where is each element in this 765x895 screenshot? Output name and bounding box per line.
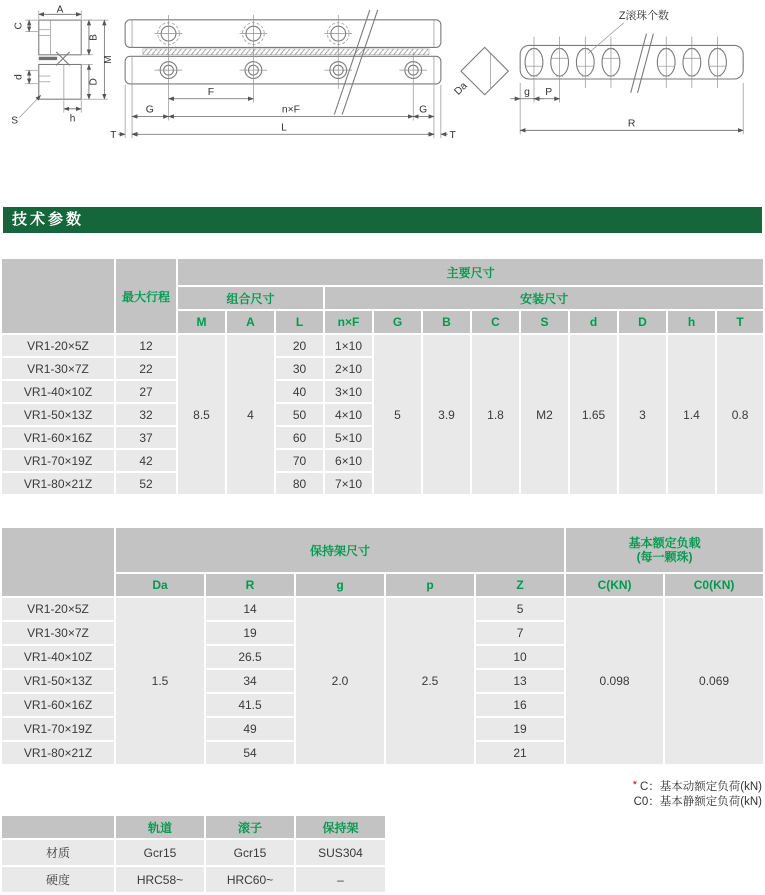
ball [657, 37, 675, 88]
value-cell: 27 [116, 381, 176, 402]
value-cell: 70 [276, 450, 323, 471]
group-header-mounting-dims: 安装尺寸 [325, 287, 763, 309]
value-cell-g: 2.0 [296, 598, 384, 764]
footnote-line1 [633, 780, 762, 795]
value-cell: 32 [116, 404, 176, 425]
dim-label-R: R [627, 118, 636, 130]
dim-label-B: B [88, 34, 100, 41]
model-cell: VR1-60×16Z [2, 694, 114, 716]
col-header: C0(KN) [665, 574, 763, 596]
mounting-hole [240, 15, 268, 52]
mounting-hole [324, 15, 352, 52]
model-header-cell [2, 528, 114, 596]
load-rating-line2: (每一颗珠) [636, 550, 693, 564]
model-cell: VR1-70×19Z [2, 450, 114, 471]
main-dimensions-table [0, 257, 765, 496]
table-row [2, 816, 385, 838]
dim-label-T-right: T [449, 130, 456, 142]
value-cell: 30 [276, 358, 323, 379]
footnote-text-1: C：基本动额定负荷(kN) [639, 781, 762, 793]
value-cell: 37 [116, 427, 176, 448]
value-cell-S: M2 [521, 335, 568, 494]
value-cell-T: 0.8 [717, 335, 763, 494]
dim-label-L: L [281, 122, 287, 134]
section-title-bar [3, 207, 762, 233]
col-header: Da [116, 574, 204, 596]
callout-leader [588, 23, 624, 54]
table-row [2, 840, 385, 865]
value-cell: 10 [476, 646, 564, 668]
value-cell-C: 0.098 [566, 598, 663, 764]
ball [576, 37, 594, 88]
dim-label-T-left: T [110, 130, 117, 142]
col-header: p [386, 574, 474, 596]
col-header: M [178, 311, 225, 333]
value-cell-p: 2.5 [386, 598, 474, 764]
table-row [2, 598, 763, 620]
value-cell-A: 4 [227, 335, 274, 494]
ball-cage-strip [143, 49, 429, 55]
value-cell: 41.5 [206, 694, 294, 716]
table-row [2, 335, 763, 356]
col-header: g [296, 574, 384, 596]
dim-label-G-right: G [419, 104, 428, 116]
ball [525, 37, 543, 88]
ball-count-callout: Z滚珠个数 [618, 9, 669, 22]
ball [709, 37, 727, 88]
value-cell: 3×10 [325, 381, 372, 402]
dim-label-F: F [207, 86, 215, 98]
value-cell: 19 [476, 718, 564, 740]
value-cell: 5×10 [325, 427, 372, 448]
cage-load-table [0, 526, 765, 766]
ball [683, 37, 701, 88]
load-rating-footnote [633, 780, 762, 810]
value-cell: 12 [116, 335, 176, 356]
load-rating-line1: 基本额定负载 [628, 536, 701, 550]
value-cell: 2×10 [325, 358, 372, 379]
value-cell-h: 1.4 [668, 335, 715, 494]
value-cell: 7 [476, 622, 564, 644]
value-cell-Da: 1.5 [116, 598, 204, 764]
dim-label-A: A [56, 4, 64, 16]
value-cell: 7×10 [325, 473, 372, 494]
col-header-cage: 保持架 [296, 816, 385, 838]
dim-label-M: M [103, 55, 114, 64]
col-header: C(KN) [566, 574, 663, 596]
dim-label-P: P [545, 86, 553, 98]
model-cell: VR1-80×21Z [2, 473, 114, 494]
model-cell: VR1-60×16Z [2, 427, 114, 448]
col-header: n×F [325, 311, 372, 333]
col-header: S [521, 311, 568, 333]
value-cell: 80 [276, 473, 323, 494]
ball [602, 37, 620, 88]
model-cell: VR1-70×19Z [2, 718, 114, 740]
value-cell: – [296, 867, 385, 892]
break-line [631, 34, 654, 93]
model-cell: VR1-40×10Z [2, 646, 114, 668]
value-cell-C: 1.8 [472, 335, 519, 494]
ball-cage-diagram [449, 4, 762, 154]
dim-label-d: d [13, 74, 25, 80]
value-cell: 49 [206, 718, 294, 740]
value-cell: 20 [276, 335, 323, 356]
col-header: L [276, 311, 323, 333]
value-cell: 52 [116, 473, 176, 494]
group-header-assembly-dims: 组合尺寸 [178, 287, 323, 309]
material-table [0, 814, 387, 894]
model-cell: VR1-50×13Z [2, 670, 114, 692]
col-header: D [619, 311, 666, 333]
corner-header-cell [2, 816, 114, 838]
group-header-main-dims: 主要尺寸 [178, 259, 763, 285]
dim-label-nF: n×F [281, 104, 300, 116]
row-label-cell: 材质 [2, 840, 114, 865]
cross-section-diagram [6, 4, 114, 150]
value-cell: 54 [206, 742, 294, 764]
model-cell: VR1-20×5Z [2, 598, 114, 620]
value-cell: 19 [206, 622, 294, 644]
dim-label-Da: Da [452, 80, 470, 98]
lower-rail [125, 52, 441, 89]
table-row [2, 574, 763, 596]
value-cell-B: 3.9 [423, 335, 470, 494]
value-cell-G: 5 [374, 335, 421, 494]
footnote-line2: C0：基本静额定负荷(kN) [633, 796, 762, 808]
col-header: h [668, 311, 715, 333]
col-header: d [570, 311, 617, 333]
value-cell-d: 1.65 [570, 335, 617, 494]
table-row [2, 528, 763, 572]
table-row [2, 867, 385, 892]
group-header-cage-dims: 保持架尺寸 [116, 528, 564, 572]
value-cell: 26.5 [206, 646, 294, 668]
col-header: A [227, 311, 274, 333]
model-cell: VR1-40×10Z [2, 381, 114, 402]
col-header: Z [476, 574, 564, 596]
ball [551, 37, 569, 88]
value-cell: 5 [476, 598, 564, 620]
col-header: G [374, 311, 421, 333]
stroke-header-cell: 最大行程 [116, 259, 176, 333]
value-cell: 1×10 [325, 335, 372, 356]
dim-label-G-left: G [145, 104, 154, 116]
model-header-cell [2, 259, 114, 333]
model-cell: VR1-30×7Z [2, 622, 114, 644]
value-cell-D: 3 [619, 335, 666, 494]
dim-label-S: S [11, 115, 19, 127]
value-cell: 6×10 [325, 450, 372, 471]
col-header: B [423, 311, 470, 333]
dim-label-g: g [524, 86, 530, 98]
model-cell: VR1-50×13Z [2, 404, 114, 425]
value-cell: 21 [476, 742, 564, 764]
col-header: R [206, 574, 294, 596]
value-cell: 50 [276, 404, 323, 425]
asterisk: * [632, 779, 637, 791]
value-cell: 34 [206, 670, 294, 692]
cage-strip [520, 34, 743, 93]
col-header-rail: 轨道 [116, 816, 204, 838]
value-cell: Gcr15 [206, 840, 294, 865]
group-header-load-rating [566, 528, 763, 572]
dim-label-h: h [69, 113, 76, 125]
value-cell: 4×10 [325, 404, 372, 425]
dim-label-C: C [13, 22, 25, 30]
model-cell: VR1-30×7Z [2, 358, 114, 379]
table-row [2, 259, 763, 285]
model-cell: VR1-20×5Z [2, 335, 114, 356]
row-label-cell: 硬度 [2, 867, 114, 892]
value-cell: SUS304 [296, 840, 385, 865]
value-cell: HRC58~ [116, 867, 204, 892]
value-cell: 40 [276, 381, 323, 402]
rail-plan-diagram [104, 4, 462, 152]
value-cell: 14 [206, 598, 294, 620]
value-cell: 22 [116, 358, 176, 379]
mounting-hole [155, 15, 183, 52]
col-header: T [717, 311, 763, 333]
value-cell-C0: 0.069 [665, 598, 763, 764]
value-cell: Gcr15 [116, 840, 204, 865]
value-cell: HRC60~ [206, 867, 294, 892]
value-cell: 13 [476, 670, 564, 692]
dim-label-D: D [88, 78, 100, 86]
value-cell: 16 [476, 694, 564, 716]
col-header-roller: 滚子 [206, 816, 294, 838]
value-cell: 60 [276, 427, 323, 448]
upper-rail [125, 15, 441, 52]
section-title: 技术参数 [12, 211, 85, 228]
rail-blocks [39, 20, 81, 99]
model-cell: VR1-80×21Z [2, 742, 114, 764]
value-cell-M: 8.5 [178, 335, 225, 494]
value-cell: 42 [116, 450, 176, 471]
col-header: C [472, 311, 519, 333]
